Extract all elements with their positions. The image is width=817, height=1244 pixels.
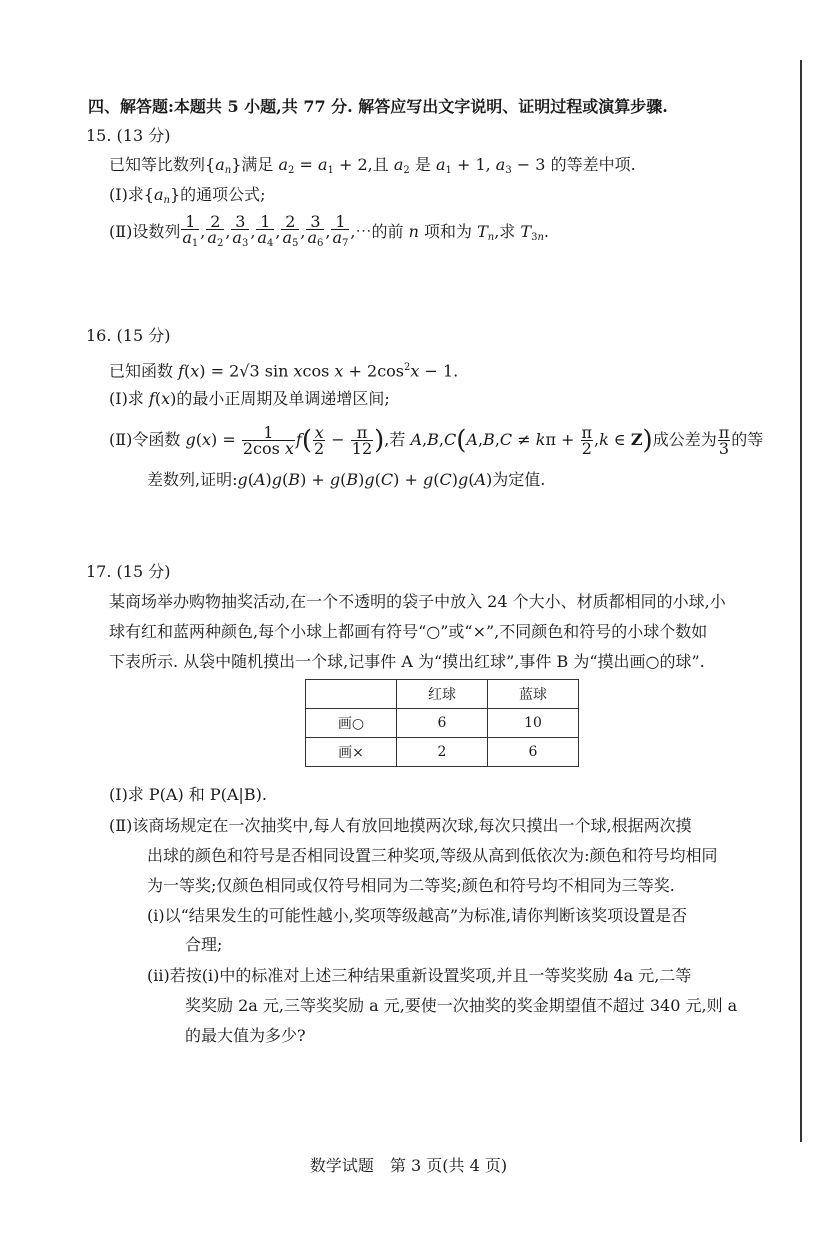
q17-part1: (Ⅰ)求 P(A) 和 P(A|B). — [109, 785, 267, 804]
q16-stem: 已知函数 f(x) = 2√3 sin xcos $x + 2\cos^2x - 1$. — [109, 361, 459, 381]
table-row — [306, 709, 579, 738]
q16-header: 16. (15 分) — [86, 326, 171, 345]
q15-part1: (Ⅰ)求$\{a_n\}$的通项公式; — [109, 185, 266, 206]
q17-part2-line3: 为一等奖;仅颜色相同或仅符号相同为二等奖;颜色和符号均不相同为三等奖. — [147, 876, 675, 895]
table-row — [306, 738, 579, 767]
q17-sub-i-line2: 合理; — [185, 935, 223, 954]
q16-part2-line1: (Ⅱ)令函数 g(x) = $\frac{1}{\text{2cos x}}$ f( $\frac{x}{2}$ − $\frac{\pi}{12}$ ),若 A,B,C(A,B,C ≠ kπ + $\frac{\pi}{2}$ ,k ∈ Z)成公差为 $\frac{\pi}{3}$ 的等 — [109, 423, 764, 458]
q17-para-line2: 球有红和蓝两种颜色,每个小球上都画有符号“○”或“×”,不同颜色和符号的小球个数如 — [109, 622, 708, 641]
margin-rule — [800, 60, 802, 1142]
q17-sub-i-line1: (ⅰ)以“结果发生的可能性越小,奖项等级越高”为标准,请你判断该奖项设置是否 — [147, 906, 688, 925]
q15-stem: 已知等比数列$\{a_n\}$满足 $a_2 = a_1 + 2$,且 $a_2$ 是 $a_1 + 1$, $a_3 - 3$ 的等差中项. — [109, 155, 636, 176]
q17-para-line1: 某商场举办购物抽奖活动,在一个不透明的袋子中放入 24 个大小、材质都相同的小球,小 — [109, 592, 726, 611]
q16-part1: (Ⅰ)求 f(x)的最小正周期及单调递增区间; — [109, 389, 390, 408]
q17-sub-ii-line2: 奖奖励 2a 元,三等奖奖励 a 元,要使一次抽奖的奖金期望值不超过 340 元,则 a — [185, 996, 738, 1015]
q17-header: 17. (15 分) — [86, 562, 171, 581]
ball-count-table — [305, 679, 579, 767]
table-cell: 10 — [488, 709, 579, 738]
table-header-cell: 蓝球 — [488, 680, 579, 709]
q17-part2-line2: 出球的颜色和符号是否相同设置三种奖项,等级从高到低依次为:颜色和符号均相同 — [147, 846, 718, 865]
page-footer: 数学试题 第 3 页(共 4 页) — [309, 1156, 508, 1175]
q15-part2: (Ⅱ)设数列 $\frac{1}{a_1}$ , $\frac{2}{a_2}$ , $\frac{3}{a_3}$ , $\frac{1}{a_4}$ , $\frac{2}{a_5}$ , $\frac{3}{a_6}$ , $\frac{1}{a_7}$ ,⋯的前 n 项和为 $T_n$,求 $T_{3n}$. — [109, 212, 549, 249]
table-header-cell — [306, 680, 397, 709]
table-cell: 画× — [306, 738, 397, 767]
table-cell: 6 — [488, 738, 579, 767]
table-cell: 画○ — [306, 709, 397, 738]
table-cell: 6 — [397, 709, 488, 738]
section-title: 四、解答题:本题共 5 小题,共 77 分. 解答应写出文字说明、证明过程或演算步骤. — [88, 97, 668, 116]
q17-sub-ii-line3: 的最大值为多少? — [185, 1026, 306, 1045]
q17-para-line3: 下表所示. 从袋中随机摸出一个球,记事件 A 为“摸出红球”,事件 B 为“摸出画○的球”. — [109, 652, 705, 671]
q17-part2-line1: (Ⅱ)该商场规定在一次抽奖中,每人有放回地摸两次球,每次只摸出一个球,根据两次摸 — [109, 816, 692, 835]
q16-part2-line2: 差数列,证明:g(A)g(B) + g(B)g(C) + g(C)g(A)为定值. — [147, 470, 546, 489]
q17-sub-ii-line1: (ⅱ)若按(ⅰ)中的标准对上述三种结果重新设置奖项,并且一等奖奖励 4a 元,二等 — [147, 966, 692, 985]
table-cell: 2 — [397, 738, 488, 767]
q15-header: 15. (13 分) — [86, 126, 171, 145]
table-header-cell: 红球 — [397, 680, 488, 709]
table-header-row — [306, 680, 579, 709]
